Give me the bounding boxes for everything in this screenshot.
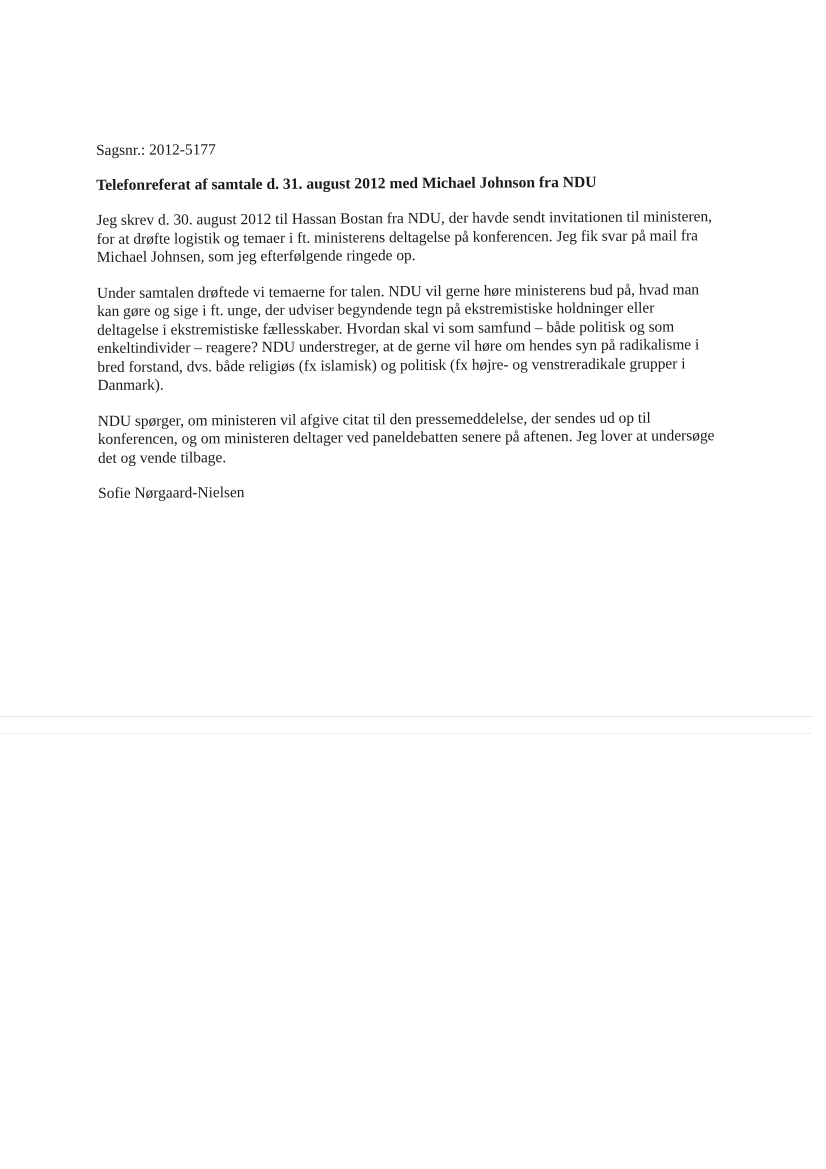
- paragraph-1-line: Jeg skrev d. 30. august 2012 til Hassan Bostan fra NDU, der havde sendt invitationen til ministeren,: [96, 208, 713, 229]
- paragraph-2-line: Danmark).: [97, 376, 164, 394]
- scan-artifact-line: [0, 716, 812, 717]
- paragraph-1-line: Michael Johnsen, som jeg efterfølgende ringede op.: [96, 247, 416, 266]
- paragraph-2-line: deltagelse i ekstremistiske fællesskaber. Hvordan skal vi som samfund – både politisk og som: [97, 317, 675, 339]
- paragraph-2-line: enkeltindivider – reagere? NDU understreger, at de gerne vil høre om hendes syn på radikalisme i: [97, 336, 700, 357]
- signature-name: Sofie Nørgaard-Nielsen: [98, 484, 245, 502]
- case-number: Sagsnr.: 2012-5177: [96, 141, 216, 159]
- paragraph-1-line: for at drøfte logistik og temaer i ft. ministerens deltagelse på konferencen. Jeg fik svar på mail fra: [96, 226, 698, 248]
- paragraph-1: [96, 208, 746, 267]
- paragraph-3: [98, 409, 748, 468]
- document-subject: Telefonreferat af samtale d. 31. august 2012 med Michael Johnson fra NDU: [96, 173, 597, 194]
- paragraph-2-line: kan gøre og sige i ft. unge, der udviser begyndende tegn på ekstremistiske holdninger eller: [96, 299, 655, 320]
- document-body: [96, 138, 748, 503]
- paragraph-2-line: Under samtalen drøftede vi temaerne for talen. NDU vil gerne høre ministerens bud på, hvad man: [96, 280, 700, 302]
- paragraph-3-line: NDU spørger, om ministeren vil afgive citat til den pressemeddelelse, der sendes ud op til: [97, 409, 651, 430]
- paragraph-2-line: bred forstand, dvs. både religiøs (fx islamisk) og politisk (fx højre- og venstreradikale grupper i: [97, 354, 686, 376]
- paragraph-2: [97, 281, 748, 396]
- paragraph-3-line: konferencen, og om ministeren deltager ved paneldebatten senere på aftenen. Jeg lover at undersøge: [97, 427, 715, 448]
- scan-artifact-line: [0, 733, 812, 734]
- paragraph-3-line: det og vende tilbage.: [97, 448, 227, 467]
